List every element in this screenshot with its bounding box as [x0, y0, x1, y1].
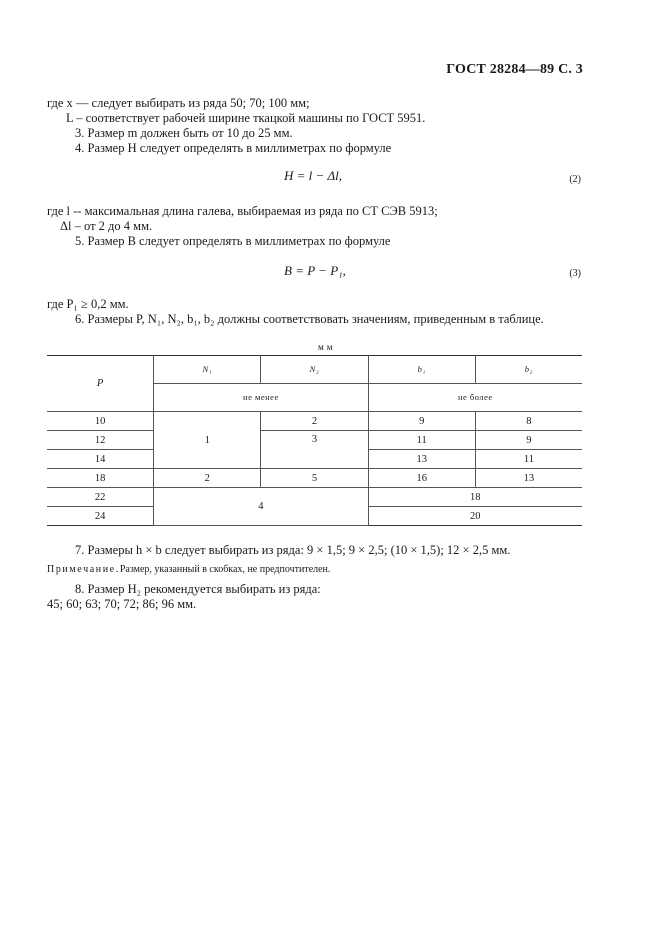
line-galev-definition: где l -- максимальная длина галева, выбираемая из ряда по СТ СЭВ 5913; [47, 204, 438, 218]
line-p1-condition: где P₁ ≥ 0,2 мм. [47, 297, 129, 311]
header-b2: b₂ [475, 356, 582, 384]
formula-2: H = l − Δl, [284, 168, 343, 183]
line-delta-l: Δl – от 2 до 4 мм. [60, 219, 153, 233]
formula-3-number: (3) [569, 268, 581, 279]
line-x-definition: где x — следует выбирать из ряда 50; 70; 100 мм; [47, 96, 310, 110]
header-p: P [47, 356, 154, 412]
note-label: Примечание. [47, 564, 120, 575]
table-cell-p: 18 [47, 469, 154, 488]
table-cell-b1: 16 [368, 469, 475, 488]
table-cell-n2: 2 [261, 412, 368, 431]
formula-3: B = P − P₁, [284, 263, 346, 278]
formula-2-number: (2) [569, 174, 581, 185]
header-n2: N₂ [261, 356, 368, 384]
table-cell-n1: 2 [154, 469, 261, 488]
h2-values: 45; 60; 63; 70; 72; 86; 96 мм. [47, 597, 197, 611]
line-l-definition: L – соответствует рабочей ширине ткацкой машины по ГОСТ 5951. [66, 111, 426, 125]
item-6: 6. Размеры P, N₁, N₂, b₁, b₂ должны соответствовать значениям, приведенным в таблице. [75, 312, 544, 326]
table-cell-b2: 8 [475, 412, 582, 431]
table-cell-b1: 9 [368, 412, 475, 431]
item-4: 4. Размер H следует определять в миллиметрах по формуле [75, 141, 392, 155]
table-cell-n2: 3 [261, 431, 368, 469]
item-3: 3. Размер m должен быть от 10 до 25 мм. [75, 126, 293, 140]
table-cell-p: 22 [47, 488, 154, 507]
table-cell-p: 14 [47, 450, 154, 469]
header-n1: N₁ [154, 356, 261, 384]
table-cell-n2: 5 [261, 469, 368, 488]
table-cell-b-merged: 18 [368, 488, 582, 507]
item-5: 5. Размер B следует определять в миллиметрах по формуле [75, 234, 391, 248]
table-cell-p: 24 [47, 507, 154, 526]
table-note [47, 564, 330, 575]
page-header: ГОСТ 28284—89 С. 3 [446, 62, 583, 77]
table-cell-b1: 13 [368, 450, 475, 469]
table-cell-n-merged: 4 [154, 488, 368, 526]
table-cell-b2: 9 [475, 431, 582, 450]
header-min: не менее [154, 384, 368, 412]
table-cell-p: 12 [47, 431, 154, 450]
note-text: Размер, указанный в скобках, не предпочтителен. [119, 564, 331, 575]
table-cell-b-merged: 20 [368, 507, 582, 526]
header-b1: b₁ [368, 356, 475, 384]
header-max: не более [368, 384, 582, 412]
table-cell-b2: 13 [475, 469, 582, 488]
dimensions-table [47, 355, 582, 526]
item-7: 7. Размеры h × b следует выбирать из ряда: 9 × 1,5; 9 × 2,5; (10 × 1,5); 12 × 2,5 мм. [75, 543, 511, 557]
item-8: 8. Размер H₂ рекомендуется выбирать из ряда: [75, 582, 321, 596]
table-cell-b1: 11 [368, 431, 475, 450]
table-cell-n1: 1 [154, 412, 261, 469]
table-unit: мм [318, 342, 336, 352]
table-cell-p: 10 [47, 412, 154, 431]
table-cell-b2: 11 [475, 450, 582, 469]
